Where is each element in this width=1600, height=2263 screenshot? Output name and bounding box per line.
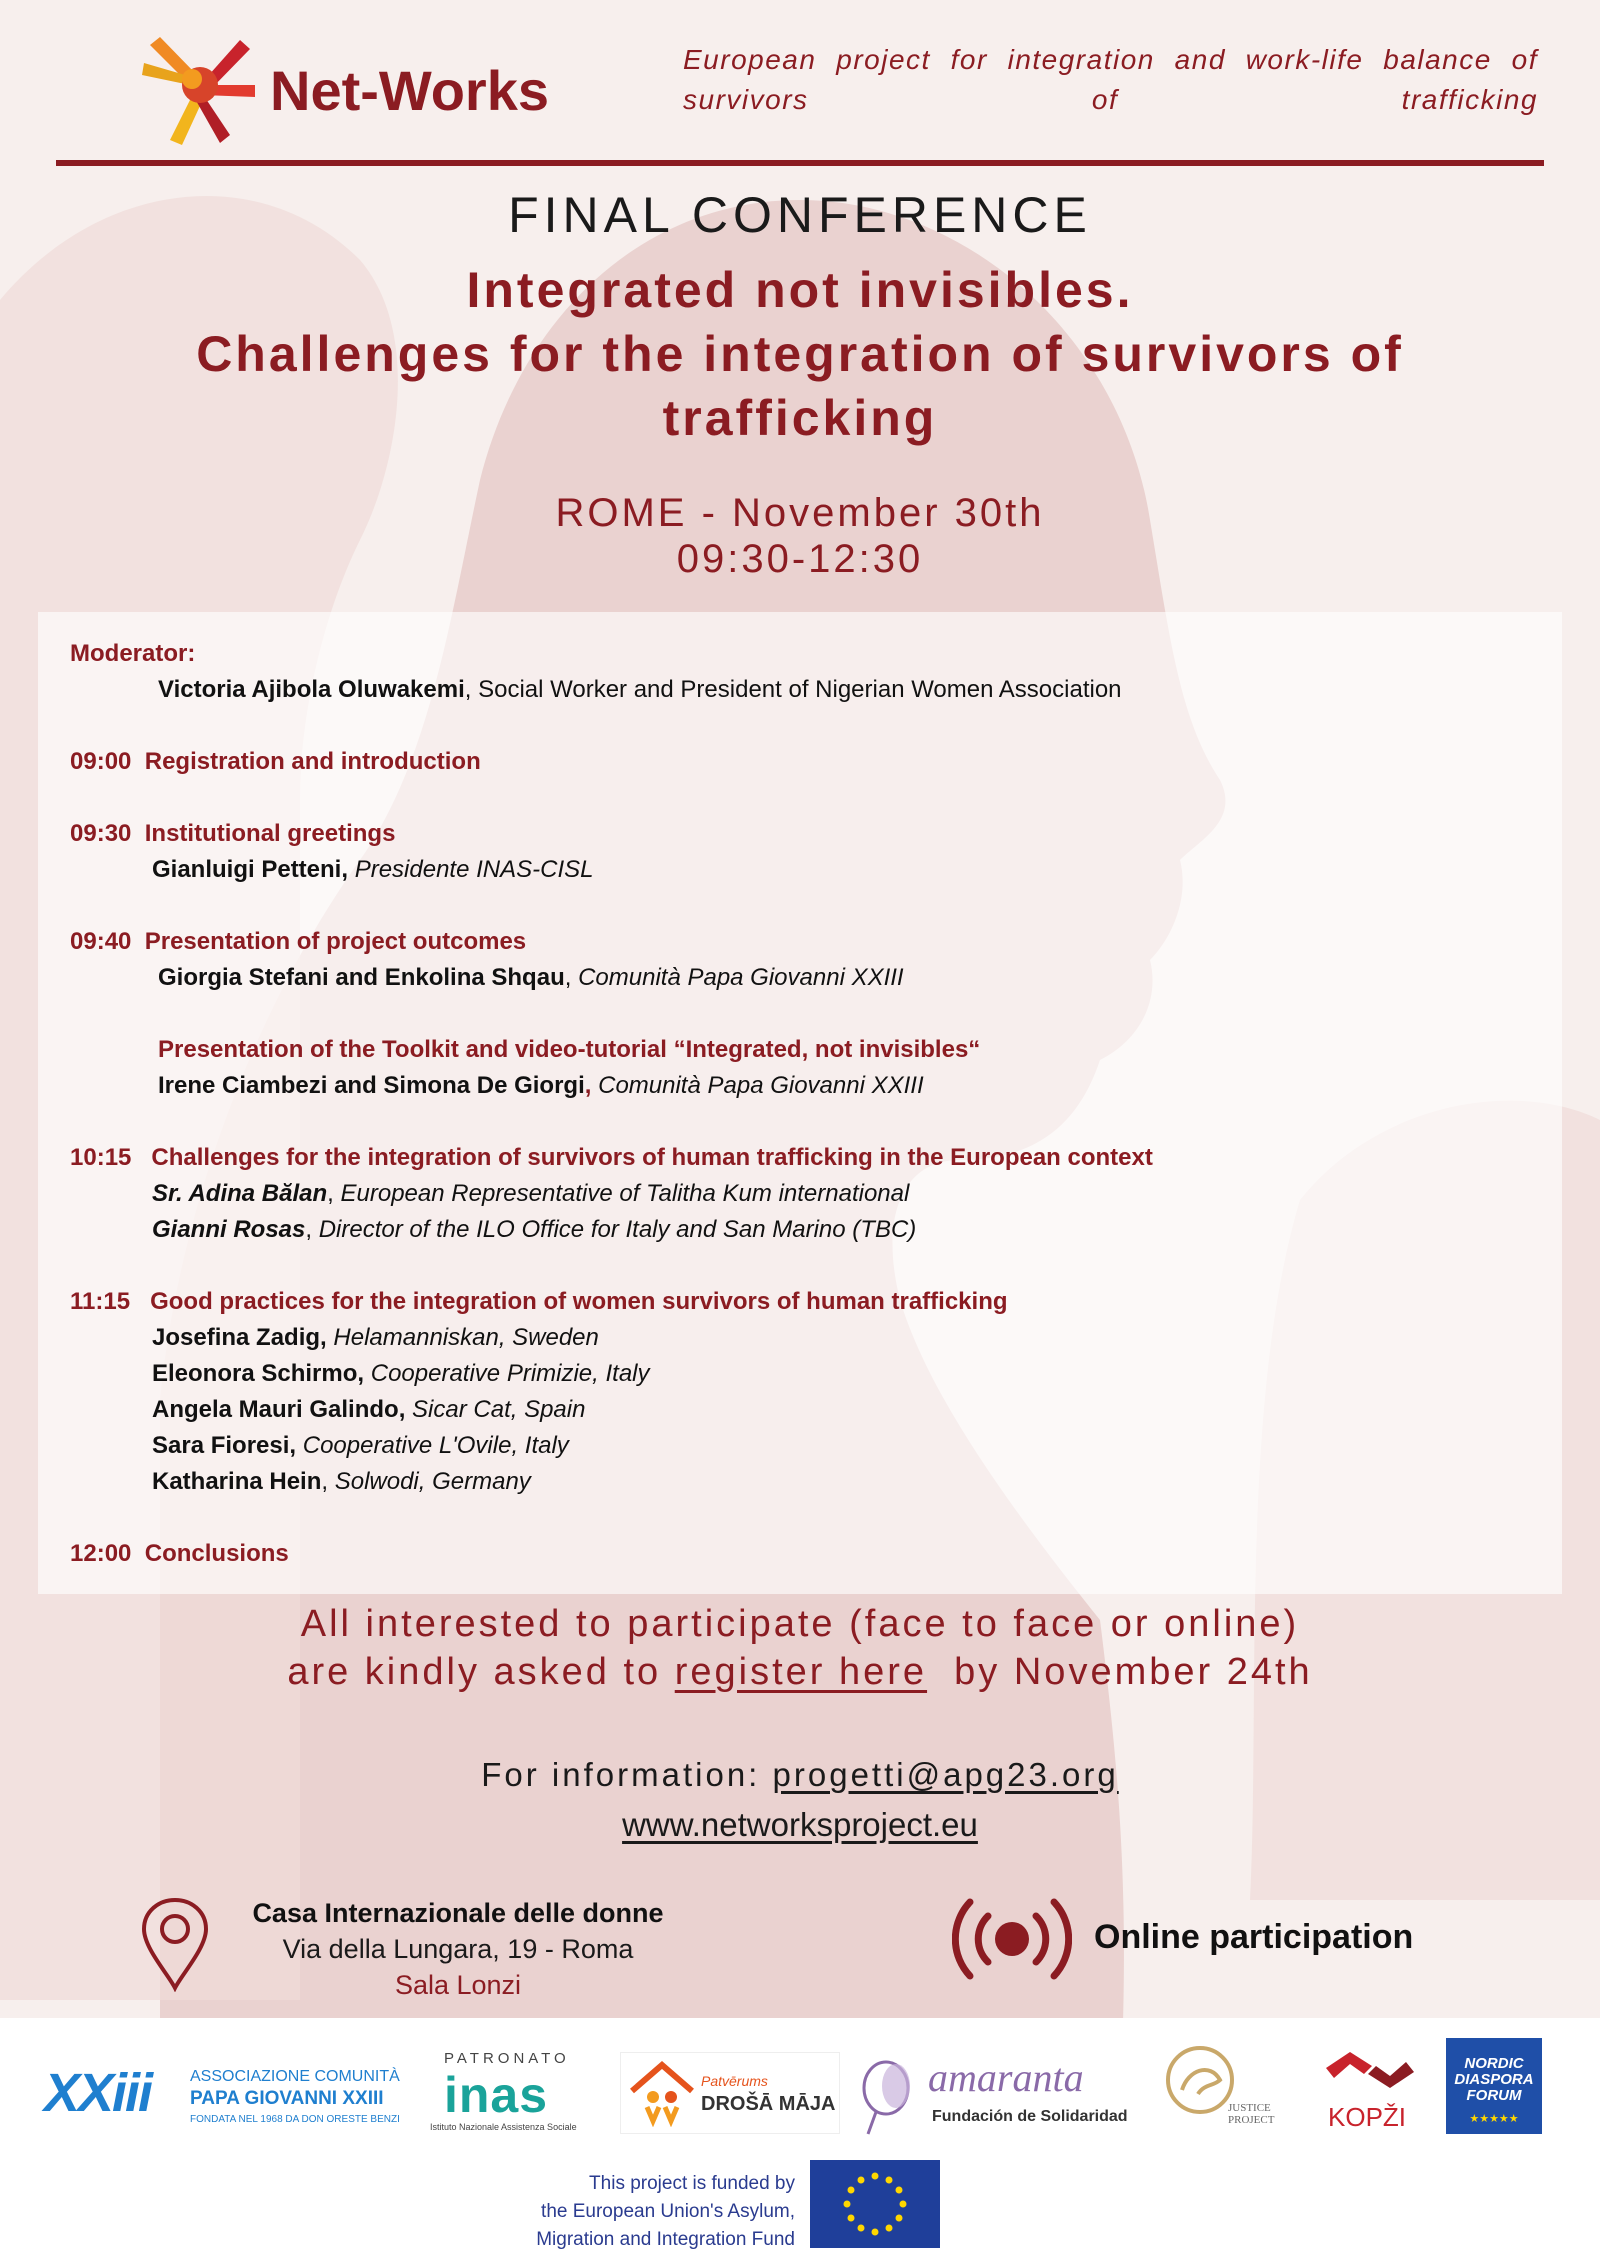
kopzi-logo — [1320, 2044, 1420, 2134]
event-time: 09:30-12:30 — [676, 537, 924, 581]
session-conclusions — [70, 1540, 289, 1568]
speaker-line: Sr. Adina Bălan, European Representative of Talitha Kum international — [152, 1180, 910, 1207]
speaker-line: Gianluigi Petteni, Presidente INAS-CISL — [152, 856, 594, 883]
speaker-line: Eleonora Schirmo, Cooperative Primizie, Italy — [152, 1360, 650, 1387]
session-registration — [70, 748, 481, 776]
event-date-time — [0, 490, 1600, 582]
registration-deadline: by November 24th — [927, 1651, 1313, 1693]
title-line-2: Challenges for the integration of survivors of — [196, 326, 1404, 382]
session-title: Good practices for the integration of women survivors of human trafficking — [150, 1288, 1008, 1315]
location-pin-icon — [138, 1896, 212, 1992]
online-participation-label: Online participation — [1094, 1918, 1414, 1956]
justice-project-logo — [1160, 2040, 1290, 2140]
speaker-name: Angela Mauri Galindo — [152, 1396, 399, 1423]
funding-line-2: the European Union's Asylum, — [541, 2201, 795, 2222]
registration-line-1: All interested to participate (face to face or online) — [300, 1603, 1300, 1645]
event-title — [100, 258, 1500, 450]
session-time: 09:40 — [70, 928, 132, 955]
moderator-line — [158, 676, 1122, 704]
session-greetings — [70, 820, 395, 848]
house-icon — [627, 2059, 697, 2127]
event-date: ROME - November 30th — [555, 491, 1045, 535]
speaker-line: Angela Mauri Galindo, Sicar Cat, Spain — [152, 1396, 586, 1423]
session-title: Challenges for the integration of survivors of human trafficking in the European context — [151, 1144, 1153, 1171]
justice-text: JUSTICE PROJECT — [1228, 2102, 1275, 2126]
speaker-role: European Representative of Talitha Kum international — [340, 1180, 910, 1207]
inas-logo — [430, 2050, 605, 2135]
funding-statement — [470, 2170, 795, 2254]
venue-address: Via della Lungara, 19 - Roma — [282, 1934, 634, 1964]
session-time: 12:00 — [70, 1540, 132, 1567]
session-title: Registration and introduction — [144, 748, 481, 775]
amaranta-flower-icon — [856, 2056, 926, 2136]
funding-line-3: Migration and Integration Fund — [536, 2229, 795, 2250]
inas-mark: inas — [444, 2067, 549, 2123]
speaker-name: Eleonora Schirmo — [152, 1360, 358, 1387]
handshake-icon — [1320, 2044, 1420, 2100]
speaker-line: Giorgia Stefani and Enkolina Shqau, Comunità Papa Giovanni XXIII — [158, 964, 904, 991]
registration-call — [0, 1600, 1600, 1696]
moderator-role: , Social Worker and President of Nigerian Women Association — [464, 676, 1122, 703]
broadcast-icon — [952, 1896, 1072, 1982]
apg23-line3: FONDATA NEL 1968 DA DON ORESTE BENZI — [190, 2114, 400, 2125]
session-time: 11:15 — [70, 1288, 131, 1315]
speaker-name: Irene Ciambezi and Simona De Giorgi — [158, 1072, 585, 1099]
session-time: 09:30 — [70, 820, 132, 847]
info-label: For information: — [481, 1756, 773, 1793]
amaranta-sub: Fundación de Solidaridad — [932, 2108, 1128, 2125]
funding-line-1: This project is funded by — [589, 2173, 795, 2194]
speaker-role: Presidente INAS-CISL — [354, 856, 594, 883]
session-title: Institutional greetings — [144, 820, 396, 847]
speaker-name: Sara Fioresi — [152, 1432, 290, 1459]
venue-block — [228, 1895, 688, 2003]
website-line — [0, 1806, 1600, 1844]
contact-info — [0, 1756, 1600, 1794]
speaker-line: Gianni Rosas, Director of the ILO Office for Italy and San Marino (TBC) — [152, 1216, 917, 1243]
eu-flag-icon — [810, 2160, 940, 2248]
registration-line-2 — [0, 1648, 1600, 1696]
venue-name: Casa Internazionale delle donne — [252, 1898, 664, 1928]
apg23-logo — [44, 2062, 414, 2132]
speaker-line: Sara Fioresi, Cooperative L'Ovile, Italy — [152, 1432, 569, 1459]
registration-text: are kindly asked to — [287, 1651, 675, 1693]
speaker-role: Cooperative L'Ovile, Italy — [302, 1432, 569, 1459]
speaker-line: Josefina Zadig, Helamanniskan, Sweden — [152, 1324, 599, 1351]
session-challenges — [70, 1144, 1153, 1172]
speaker-role: Solwodi, Germany — [334, 1468, 531, 1495]
speaker-role: Comunità Papa Giovanni XXIII — [598, 1072, 924, 1099]
session-toolkit: Presentation of the Toolkit and video-tutorial “Integrated, not invisibles“ — [158, 1036, 981, 1063]
register-link[interactable]: register here — [674, 1651, 928, 1693]
title-line-1: Integrated not invisibles. — [466, 262, 1134, 318]
inas-sub: Istituto Nazionale Assistenza Sociale — [430, 2122, 577, 2132]
speaker-name: Gianluigi Petteni — [152, 856, 342, 883]
email-link[interactable]: progetti@apg23.org — [772, 1756, 1119, 1793]
moderator-label: Moderator: — [70, 640, 196, 667]
drosa-maja-logo — [620, 2052, 840, 2134]
amaranta-logo — [852, 2052, 1140, 2136]
speaker-name: Sr. Adina Bălan — [152, 1180, 328, 1207]
speaker-role: Cooperative Primizie, Italy — [370, 1360, 650, 1387]
inas-top: PATRONATO — [444, 2050, 570, 2067]
speaker-role: Director of the ILO Office for Italy and San Marino (TBC) — [318, 1216, 917, 1243]
speaker-role: Sicar Cat, Spain — [412, 1396, 586, 1423]
session-title: Conclusions — [144, 1540, 289, 1567]
drosa-name: DROŠĀ MĀJA — [701, 2093, 836, 2115]
speaker-name: Josefina Zadig — [152, 1324, 321, 1351]
speaker-name: Katharina Hein — [152, 1468, 322, 1495]
speaker-name: Gianni Rosas — [152, 1216, 306, 1243]
moderator-name: Victoria Ajibola Oluwakemi — [158, 676, 465, 703]
apg23-line1: ASSOCIAZIONE COMUNITÀ — [190, 2068, 400, 2085]
apg23-line2: PAPA GIOVANNI XXIII — [190, 2088, 384, 2109]
session-outcomes — [70, 928, 526, 956]
header-divider — [56, 160, 1544, 166]
session-good-practices — [70, 1288, 1008, 1316]
nordic-diaspora-forum-logo — [1446, 2038, 1542, 2134]
amaranta-name: amaranta — [928, 2055, 1084, 2100]
net-works-logo — [130, 10, 570, 160]
logo-text: Net-Works — [270, 59, 550, 122]
agenda-panel — [38, 612, 1562, 1594]
website-link[interactable]: www.networksproject.eu — [622, 1806, 978, 1843]
sponsor-bar — [0, 2018, 1600, 2263]
speaker-role: Helamanniskan, Sweden — [333, 1324, 599, 1351]
hands-logo-icon — [130, 10, 570, 160]
speaker-role: Comunità Papa Giovanni XXIII — [578, 964, 904, 991]
conference-label: FINAL CONFERENCE — [508, 187, 1092, 243]
apg23-mark: XXiii — [44, 2063, 152, 2123]
speaker-line: Katharina Hein, Solwodi, Germany — [152, 1468, 531, 1495]
speaker-name: Giorgia Stefani and Enkolina Shqau — [158, 964, 565, 991]
session-time: 09:00 — [70, 748, 132, 775]
speaker-line: Irene Ciambezi and Simona De Giorgi, Comunità Papa Giovanni XXIII — [158, 1072, 924, 1099]
kopzi-name: KOPŽI — [1328, 2102, 1407, 2132]
nordic-text: NORDIC DIASPORA FORUM — [1454, 2055, 1534, 2104]
title-line-3: trafficking — [662, 390, 938, 446]
venue-room: Sala Lonzi — [394, 1970, 522, 2000]
stars-icon: ★★★★★ — [1469, 2113, 1519, 2125]
drosa-small: Patvērums — [701, 2073, 768, 2089]
session-time: 10:15 — [70, 1144, 132, 1171]
project-tagline: European project for integration and work-life balance of survivors of trafficking — [683, 44, 1538, 115]
session-title: Presentation of project outcomes — [144, 928, 527, 955]
